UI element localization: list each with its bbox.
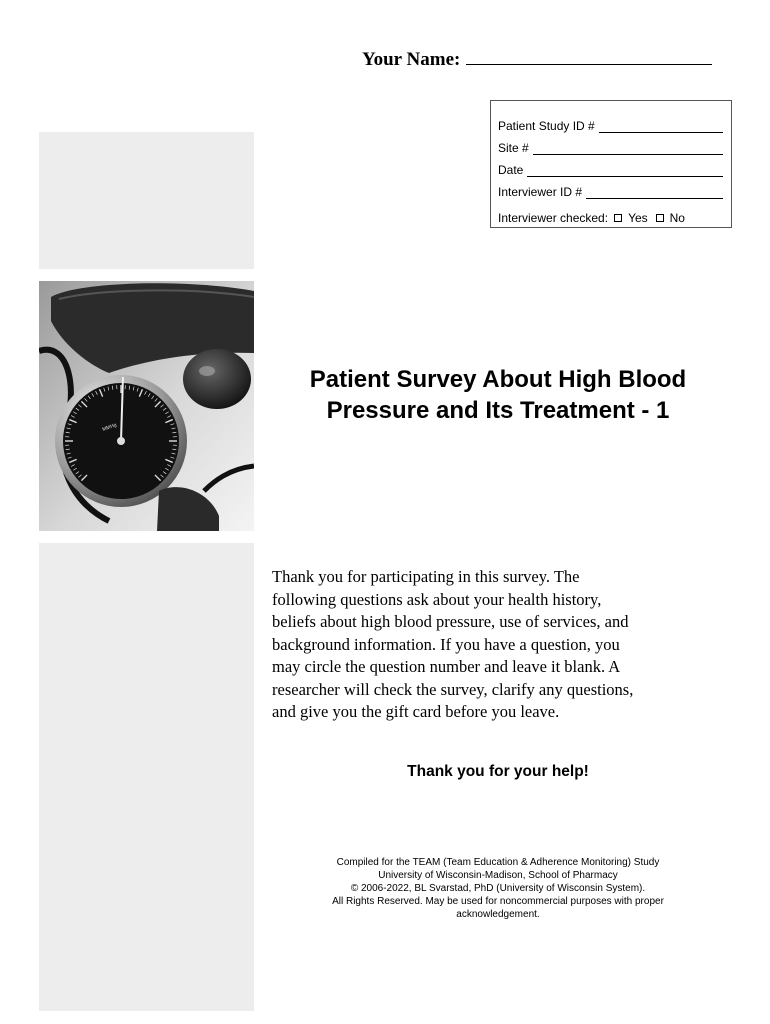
patient-study-id-label: Patient Study ID # bbox=[498, 119, 595, 133]
credits-line: All Rights Reserved. May be used for noncommercial purposes with proper bbox=[332, 896, 664, 907]
interviewer-checked-row bbox=[498, 207, 723, 229]
survey-title-line-1: Patient Survey About High Blood bbox=[309, 366, 687, 393]
intro-paragraph bbox=[272, 566, 712, 724]
interviewer-checked-label: Interviewer checked: bbox=[498, 211, 609, 225]
svg-text:MMHg: MMHg bbox=[101, 422, 118, 433]
intro-line: researcher will check the survey, clarify any questions, bbox=[272, 679, 634, 699]
intro-line: background information. If you have a question, you bbox=[272, 634, 620, 654]
survey-title-line-2: Pressure and Its Treatment - 1 bbox=[326, 397, 670, 424]
credits-block bbox=[290, 856, 706, 921]
date-line[interactable] bbox=[527, 165, 723, 177]
blood-pressure-gauge-image bbox=[39, 281, 254, 531]
survey-title bbox=[270, 364, 726, 426]
intro-line: may circle the question number and leave it blank. A bbox=[272, 657, 621, 676]
intro-line: Thank you for participating in this survey. The bbox=[272, 567, 580, 586]
site-row[interactable] bbox=[498, 133, 723, 155]
patient-study-id-row[interactable] bbox=[498, 111, 723, 133]
your-name-field[interactable] bbox=[362, 48, 712, 71]
patient-study-id-line[interactable] bbox=[599, 121, 723, 133]
no-label: No bbox=[669, 211, 685, 225]
your-name-label: Your Name: bbox=[362, 49, 461, 70]
credits-line: Compiled for the TEAM (Team Education & Adherence Monitoring) Study bbox=[336, 857, 660, 868]
interviewer-id-line[interactable] bbox=[586, 187, 723, 199]
intro-line: and give you the gift card before you leave. bbox=[272, 702, 560, 721]
yes-label: Yes bbox=[628, 211, 648, 225]
gray-sidebar-block-top bbox=[39, 132, 254, 269]
thank-you-message: Thank you for your help! bbox=[407, 763, 589, 780]
credits-line: University of Wisconsin-Madison, School of Pharmacy bbox=[378, 870, 618, 881]
yes-checkbox[interactable] bbox=[614, 214, 622, 222]
your-name-line[interactable] bbox=[466, 48, 712, 65]
interviewer-id-row[interactable] bbox=[498, 177, 723, 199]
site-label: Site # bbox=[498, 141, 529, 155]
interviewer-id-label: Interviewer ID # bbox=[498, 185, 583, 199]
gray-sidebar-block-bottom bbox=[39, 543, 254, 1011]
date-label: Date bbox=[498, 163, 524, 177]
no-checkbox[interactable] bbox=[656, 214, 664, 222]
study-id-box bbox=[490, 100, 732, 228]
site-line[interactable] bbox=[533, 143, 723, 155]
credits-line: © 2006-2022, BL Svarstad, PhD (University of Wisconsin System). bbox=[350, 883, 646, 894]
date-row[interactable] bbox=[498, 155, 723, 177]
intro-line: beliefs about high blood pressure, use of services, and bbox=[272, 612, 629, 631]
credits-line: acknowledgement. bbox=[456, 909, 540, 920]
intro-line: following questions ask about your health history, bbox=[272, 589, 602, 609]
